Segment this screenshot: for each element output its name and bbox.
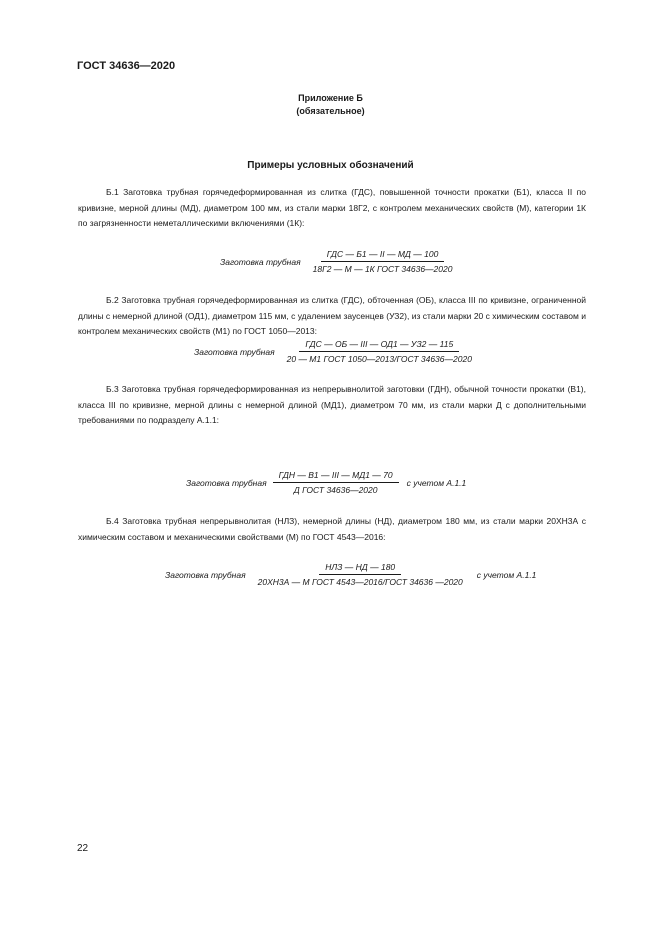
formula-suffix: с учетом А.1.1	[476, 569, 537, 580]
example-text: Б.3 Заготовка трубная горячедеформированная из непрерывнолитой заготовки (ГДН), обычной точности прокатки (В1), класса III по кривизне, мерной длины с немерной длиной (МД1), диаметром 70 мм, из стали марки Д с дополнительными требованиями по подразделу А.1.1:	[78, 384, 586, 425]
example-paragraph	[78, 185, 586, 232]
designation-formula	[186, 470, 466, 495]
section-title: Примеры условных обозначений	[247, 160, 414, 171]
document-header: ГОСТ 34636—2020	[77, 60, 176, 72]
example-text: Б.1 Заготовка трубная горячедеформированная из слитка (ГДС), повышенной точности прокатки (Б1), класса II по кривизне, мерной длины (МД), диаметром 100 мм, из стали марки 18Г2, с контролем механических свойств (М), категории 1К по загрязненности неметаллическими включениями (1К):	[78, 187, 586, 228]
formula-fraction	[252, 562, 469, 587]
designation-formula	[165, 562, 536, 587]
formula-numerator: ГДН — В1 — III — МД1 — 70	[273, 470, 399, 483]
appendix-status: (обязательное)	[296, 106, 365, 116]
formula-label: Заготовка трубная	[220, 256, 301, 267]
appendix-title: Приложение Б	[298, 93, 363, 103]
formula-fraction	[281, 339, 478, 364]
designation-formula	[194, 339, 478, 364]
formula-numerator: ГДС — ОБ — III — ОД1 — УЗ2 — 115	[299, 339, 459, 352]
example-paragraph	[78, 382, 586, 429]
formula-numerator: НЛЗ — НД — 180	[319, 562, 401, 575]
example-paragraph	[78, 514, 586, 545]
appendix-heading	[0, 92, 661, 118]
formula-label: Заготовка трубная	[165, 569, 246, 580]
example-text: Б.2 Заготовка трубная горячедеформированная из слитка (ГДС), обточенная (ОБ), класса III по кривизне, ограниченной длины с немерной длиной (ОД1), диаметром 115 мм, с удалением заусенцев (УЗ2), из стали марки 20 с химическим составом и контролем механических свойств (М1) по ГОСТ 1050—2013:	[78, 295, 586, 336]
formula-denominator: Д ГОСТ 34636—2020	[293, 485, 378, 495]
example-paragraph	[78, 293, 586, 340]
formula-denominator: 18Г2 — М — 1К ГОСТ 34636—2020	[312, 264, 453, 274]
formula-denominator: 20 — М1 ГОСТ 1050—2013/ГОСТ 34636—2020	[286, 354, 472, 364]
designation-formula	[220, 249, 458, 274]
formula-label: Заготовка трубная	[194, 346, 275, 357]
example-text: Б.4 Заготовка трубная непрерывнолитая (НЛЗ), немерной длины (НД), диаметром 180 мм, из стали марки 20ХН3А с химическим составом и механическими свойствами (М) по ГОСТ 4543—2016:	[78, 516, 586, 542]
formula-fraction	[273, 470, 399, 495]
formula-label: Заготовка трубная	[186, 477, 267, 488]
formula-fraction	[307, 249, 459, 274]
formula-suffix: с учетом А.1.1	[406, 477, 467, 488]
formula-denominator: 20ХН3А — М ГОСТ 4543—2016/ГОСТ 34636 —2020	[257, 577, 463, 587]
formula-numerator: ГДС — Б1 — II — МД — 100	[321, 249, 445, 262]
page-number: 22	[77, 843, 89, 854]
